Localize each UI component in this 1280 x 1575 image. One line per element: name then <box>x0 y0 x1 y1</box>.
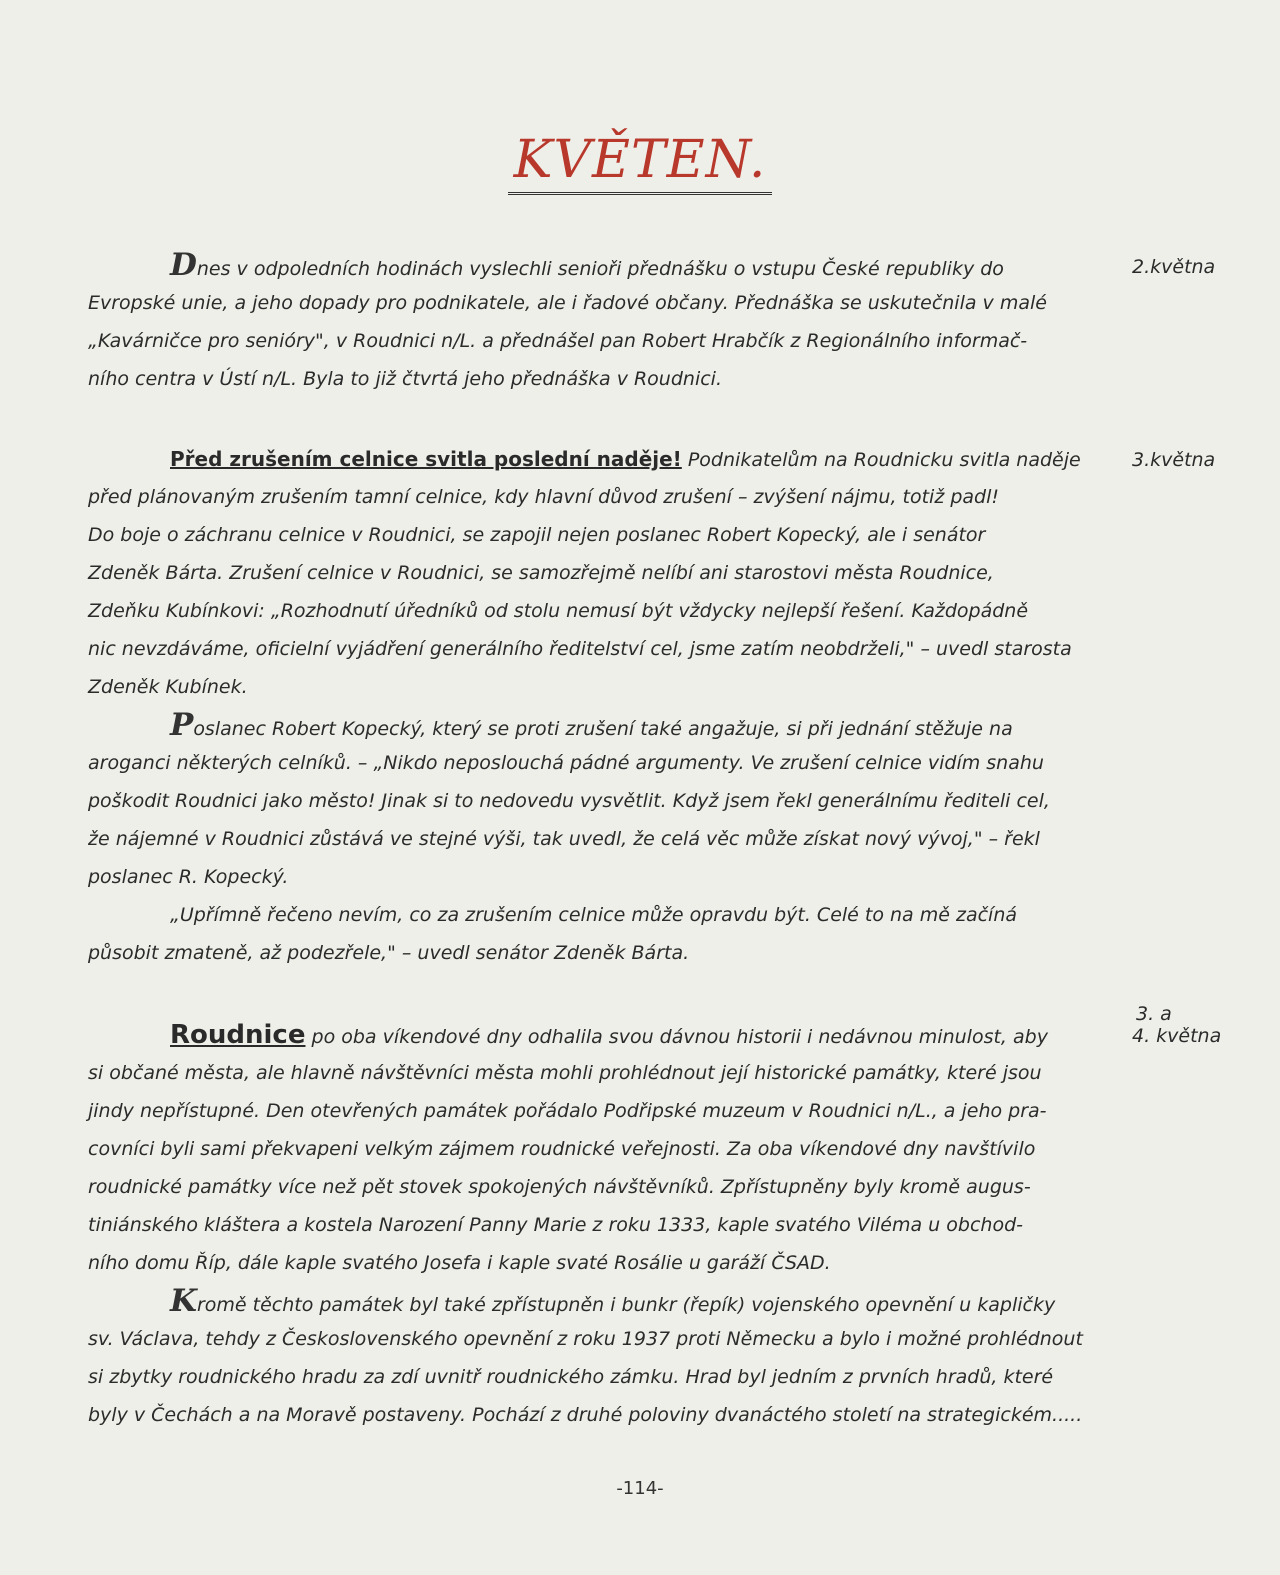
text-line: tiniánského kláštera a kostela Narození Panny Marie z roku 1333, kaple svatého Viléma u obchod- <box>88 1214 1023 1236</box>
text-line: poslanec R. Kopecký. <box>88 866 289 888</box>
text-line: roudnické památky více než pět stovek spokojených návštěvníků. Zpřístupněny byly kromě augus- <box>88 1176 1031 1198</box>
section-headline: Roudnice <box>170 1020 306 1050</box>
text-line: si zbytky roudnického hradu za zdí uvnitř roudnického zámku. Hrad byl jedním z prvních hradů, které <box>88 1366 1054 1388</box>
text-line: Zdeněk Bárta. Zrušení celnice v Roudnici, se samozřejmě nelíbí ani starostovi města Roudnice, <box>88 562 994 584</box>
entry-customs <box>88 440 1138 972</box>
text-line: jindy nepřístupné. Den otevřených památek pořádalo Podřipské muzeum v Roudnici n/L., a jeho pra- <box>88 1100 1047 1122</box>
date-may-3-4-line1: 3. a <box>1136 1003 1172 1025</box>
entry-lecture <box>88 246 1138 398</box>
text-line: před plánovaným zrušením tamní celnice, kdy hlavní důvod zrušení – zvýšení nájmu, totiž padl! <box>88 486 1000 508</box>
text-line: Roudnice po oba víkendové dny odhalila svou dávnou historii i nedávnou minulost, aby <box>170 1020 1048 1050</box>
text-line: covníci byli sami překvapeni velkým zájmem roudnické veřejnosti. Za oba víkendové dny navštívilo <box>88 1138 1036 1160</box>
text-line: ního centra v Ústí n/L. Byla to již čtvrtá jeho přednáška v Roudnici. <box>88 368 722 390</box>
text-line: Zdeněk Kubínek. <box>88 676 248 698</box>
text-line: poškodit Roudnici jako město! Jinak si to nedovedu vysvětlit. Když jsem řekl generálnímu řediteli cel, <box>88 790 1050 812</box>
entry-open-monuments <box>88 1016 1138 1434</box>
text-line: ního domu Říp, dále kaple svatého Josefa i kaple svaté Rosálie u garáží ČSAD. <box>88 1252 831 1274</box>
text-line: že nájemné v Roudnici zůstává ve stejné výši, tak uvedl, že celá věc může získat nový vývoj," – řekl <box>88 828 1040 850</box>
page-title: KVĚTEN. <box>508 130 773 195</box>
page-title-wrap <box>0 130 1280 195</box>
text-line: Dnes v odpoledních hodinách vyslechli senioři přednášku o vstupu České republiky do <box>170 247 1004 283</box>
text-line: Evropské unie, a jeho dopady pro podnikatele, ale i řadové občany. Přednáška se uskutečnila v malé <box>88 292 1047 314</box>
date-may-3: 3.května <box>1132 449 1216 471</box>
text-line: Kromě těchto památek byl také zpřístupněn i bunkr (řepík) vojenského opevnění u kapličky <box>170 1283 1056 1319</box>
text-line: působit zmateně, až podezřele," – uvedl senátor Zdeněk Bárta. <box>88 942 690 964</box>
section-headline: Před zrušením celnice svitla poslední naděje! <box>170 447 682 471</box>
drop-cap: D <box>170 247 197 283</box>
text-line: Poslanec Robert Kopecký, který se proti zrušení také angažuje, si při jednání stěžuje na <box>170 707 1013 743</box>
date-may-3-4-line2: 4. května <box>1132 1025 1222 1047</box>
text-line: „Kavárničce pro senióry", v Roudnici n/L. a přednášel pan Robert Hrabčík z Regionálního informač- <box>88 330 1028 352</box>
text-line: si občané města, ale hlavně návštěvníci města mohli prohlédnout její historické památky, které jsou <box>88 1062 1042 1084</box>
page-number: -114- <box>616 1478 664 1499</box>
text-line: „Upřímně řečeno nevím, co za zrušením celnice může opravdu být. Celé to na mě začíná <box>170 904 1018 926</box>
text-line: Do boje o záchranu celnice v Roudnici, se zapojil nejen poslanec Robert Kopecký, ale i senátor <box>88 524 986 546</box>
date-may-2: 2.května <box>1132 256 1216 278</box>
drop-cap: K <box>170 1283 197 1319</box>
text-line: nic nevzdáváme, oficielní vyjádření generálního ředitelství cel, jsme zatím neobdrželi," – uvedl starosta <box>88 638 1072 660</box>
text-line: Zdeňku Kubínkovi: „Rozhodnutí úředníků od stolu nemusí být vždycky nejlepší řešení. Každopádně <box>88 600 1029 622</box>
text-line: Před zrušením celnice svitla poslední naděje! Podnikatelům na Roudnicku svitla naděje <box>170 447 1081 471</box>
text-line: aroganci některých celníků. – „Nikdo neposlouchá pádné argumenty. Ve zrušení celnice vidím snahu <box>88 752 1044 774</box>
text-line: sv. Václava, tehdy z Československého opevnění z roku 1937 proti Německu a bylo i možné prohlédnout <box>88 1328 1083 1350</box>
drop-cap: P <box>170 707 194 743</box>
text-line: byly v Čechách a na Moravě postaveny. Pochází z druhé poloviny dvanáctého století na strategickém..... <box>88 1404 1083 1426</box>
